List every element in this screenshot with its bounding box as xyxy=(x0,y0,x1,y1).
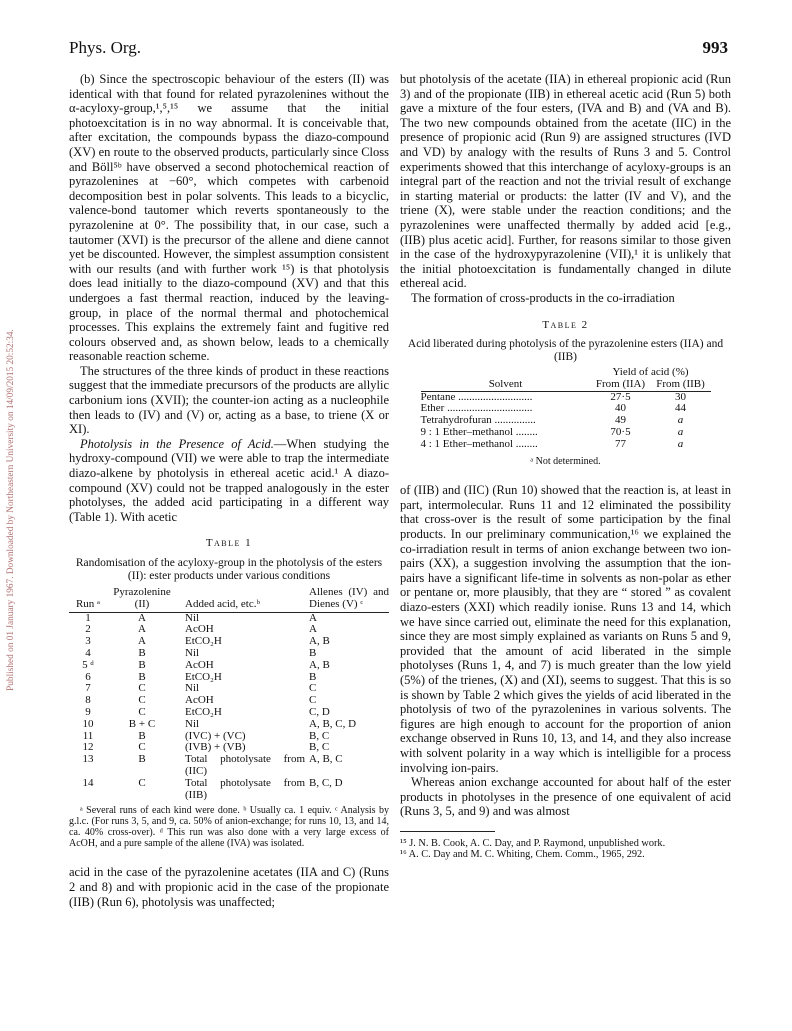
right-column xyxy=(400,72,731,861)
table-cell: EtCO₂H xyxy=(185,670,222,683)
table-cell: A xyxy=(309,611,317,624)
table-1-body xyxy=(69,612,389,801)
table-cell: C xyxy=(309,682,317,695)
paragraph: The formation of cross-products in the co-irradiation xyxy=(411,290,675,305)
table-row xyxy=(69,707,389,719)
table-1-title: Randomisation of the acyloxy-group in the photolysis of the esters (II): ester products under various conditions xyxy=(75,557,383,582)
table-cell: A, B, C, D xyxy=(309,717,357,730)
table-cell: A xyxy=(309,623,317,636)
table-header-row xyxy=(69,587,389,612)
table-cell: C xyxy=(138,741,146,754)
table-cell: Ether ............................... xyxy=(420,402,533,415)
table-2-caption: Table 2 xyxy=(542,318,589,331)
table-cell: B, C, D xyxy=(309,776,343,789)
table-cell: 4 xyxy=(85,646,91,659)
table-row xyxy=(69,672,389,684)
table-cell: AcOH xyxy=(185,694,214,707)
table-cell: B, C xyxy=(309,729,330,742)
table-cell: (IVB) + (VB) xyxy=(185,741,246,754)
table-cell: 4 : 1 Ether–methanol ........ xyxy=(420,437,538,450)
table-cell: a xyxy=(677,437,684,450)
paragraph: but photolysis of the acetate (IIA) in ethereal propionic acid (Run 3) and of the propionate (IIB) in ethereal acetic acid (Run 5) both gave a mixture of the four esters, (IVA and B) and (VA and B). The two new compounds obtained from the acetate (IIC) in the presence of propionic acid (Run 9) are assigned structures (IVD and VD) by analogy with the results of Runs 3 and 5. Control experiments showed that this interchange of acyloxy-groups is an integral part of the reaction and not the trivial result of exchange in starting material or products: the latter (IV and V), and the triene (X), were stable under the reaction conditions; and the pyrazolenines were unaffected thermally by added acid [e.g., (IIB) plus acetic acid]. Further, for reasons similar to those given in the case of the hydroxypyrazolenine (VII),¹ it is unlikely that the initial photoexcitation is fundamentally changed in dilute ethereal acid. xyxy=(400,72,731,291)
table-cell: C xyxy=(138,705,146,718)
table-cell: 49 xyxy=(615,414,626,427)
table-cell: B xyxy=(138,670,146,683)
table-cell: 3 xyxy=(85,635,91,648)
table-row xyxy=(69,624,389,636)
paragraph: Whereas anion exchange accounted for about half of the ester products in photolyses in the presence of one equivalent of acid (Runs 3, 5, and 9) and was almost xyxy=(400,775,731,819)
table-cell: A, B xyxy=(309,658,330,671)
header-cell: Added acid, etc.ᵇ xyxy=(177,587,305,612)
table-row xyxy=(69,648,389,660)
table-cell: 77 xyxy=(615,437,626,450)
table-cell: B xyxy=(309,670,317,683)
table-row xyxy=(69,660,389,672)
table-cell: 9 : 1 Ether–methanol ........ xyxy=(420,426,538,439)
table-cell: 12 xyxy=(82,741,94,754)
table-cell: a xyxy=(677,414,684,427)
table-cell: 9 xyxy=(85,705,91,718)
table-cell: B, C xyxy=(309,741,330,754)
table-cell: B xyxy=(138,646,146,659)
header-cell: Run ᵃ xyxy=(69,587,107,612)
table-2-body xyxy=(421,391,711,450)
table-row xyxy=(69,719,389,731)
download-watermark xyxy=(4,190,18,830)
table-2 xyxy=(421,367,711,451)
table-row xyxy=(69,754,389,778)
header-cell: Pyrazolenine (II) xyxy=(107,587,177,612)
paragraph: (b) Since the spectroscopic behaviour of the esters (II) was identical with that found for related pyrazolenines without the α-acyloxy-group,¹,⁵,¹⁵ we assume that the initial photoexcitation is in no way abnormal. It is conceivable that, after excitation, the compounds bypass the diazo-compound (XV) en route to the observed products, particularly since Closs and Böll⁵ᵇ have observed a second photochemical reaction of pyrazolenines at −60°, which competes with carbenoid decomposition best in polar solvents. This leads to a bicyclic, valence-bond tautomer which reverts spontaneously to the pyrazolenine at 0°. The possibility that, in our case, such a tautomer (XVI) is the precursor of the allene and diene cannot yet be discounted. However, the simplest assumption consistent with our results (and with further work ¹⁵) is that photolysis does lead initially to the diazo-compound (XV) and that this undergoes a fast thermal reaction, induced by the leaving-group, in place of the normal thermal and photochemical processes. This explains the extremely faint and fugitive red colours observed and, as shown below, leads to a chemically reasonable reaction scheme. xyxy=(69,72,389,364)
watermark-text: Published on 01 January 1967. Downloaded by Northeastern University on 14/09/2015 20:52:34. xyxy=(6,329,16,691)
left-column xyxy=(69,72,389,909)
table-cell: B + C xyxy=(128,717,156,730)
table-cell: B xyxy=(138,658,146,671)
table-cell: AcOH xyxy=(185,658,214,671)
table-cell: 7 xyxy=(85,682,91,695)
header-cell: Solvent xyxy=(421,379,591,391)
header-cell: Allenes (IV) and Dienes (V) ᶜ xyxy=(305,587,389,612)
table-cell: C xyxy=(138,682,146,695)
table-cell: 10 xyxy=(82,717,94,730)
table-cell: EtCO₂H xyxy=(185,635,222,648)
header-cell: From (IIA) xyxy=(591,379,651,391)
table-cell: Total photolysate from (IIB) xyxy=(185,776,305,801)
table-cell: (IVC) + (VC) xyxy=(185,729,246,742)
page-number: 993 xyxy=(702,38,728,57)
table-2-title: Acid liberated during photolysis of the pyrazolenine esters (IIA) and (IIB) xyxy=(407,338,724,364)
table-cell: 44 xyxy=(675,402,686,415)
table-cell: C xyxy=(309,694,317,707)
table-1 xyxy=(69,587,389,801)
footnote-rule xyxy=(400,831,495,832)
running-header-journal: Phys. Org. xyxy=(69,38,141,57)
section-heading: Photolysis in the Presence of Acid. xyxy=(80,436,274,451)
paragraph: acid in the case of the pyrazolenine acetates (IIA and C) (Runs 2 and 8) and with propionic acid in the case of the propionate (IIB) (Run 6), photolysis was unaffected; xyxy=(69,865,389,909)
table-1-caption: Table 1 xyxy=(205,537,253,550)
table-cell: 70·5 xyxy=(610,426,631,439)
table-cell: 11 xyxy=(82,729,94,742)
table-cell: C, D xyxy=(309,705,330,718)
table-cell: 1 xyxy=(85,611,91,624)
table-cell: Total photolysate from (IIC) xyxy=(185,753,305,777)
table-cell: Nil xyxy=(185,717,200,730)
table-row xyxy=(69,695,389,707)
paragraph: The structures of the three kinds of product in these reactions suggest that the immediate precursors of the products are allylic carbonium ions (XVII); the counter-ion acting as a nucleophile then leads to (IV) and (V) or, acting as a base, to triene (X or XI). xyxy=(69,363,389,437)
header-cell: From (IIB) xyxy=(651,379,711,391)
table-cell: 27·5 xyxy=(610,390,631,403)
table-cell: 2 xyxy=(85,623,91,636)
paragraph-text: —When studying the hydroxy-compound (VII) we were able to trap the intermediate diazo-alkene by photolysis in ethereal acetic acid.¹ A diazo-compound (XV) could not be trapped analogously in the ester photolyses, the added acid participating in a different way (Table 1). With acetic xyxy=(69,436,389,524)
footnote-15: ¹⁵ J. N. B. Cook, A. C. Day, and P. Raymond, unpublished work. xyxy=(400,837,666,849)
table-cell: B xyxy=(138,753,146,766)
table-cell: 13 xyxy=(82,753,94,766)
table-cell: B xyxy=(309,646,317,659)
table-cell: A, B xyxy=(309,635,330,648)
table-cell: Nil xyxy=(185,646,200,659)
paragraph xyxy=(69,437,389,525)
table-cell: AcOH xyxy=(185,623,214,636)
table-cell: C xyxy=(138,776,146,789)
table-cell: A xyxy=(138,635,146,648)
table-cell: EtCO₂H xyxy=(185,705,222,718)
table-cell: 14 xyxy=(82,776,94,789)
table-cell: A xyxy=(138,623,146,636)
table-row xyxy=(421,439,711,451)
table-row xyxy=(69,612,389,624)
table-row xyxy=(69,636,389,648)
table-cell: C xyxy=(138,694,146,707)
table-cell: 6 xyxy=(85,670,91,683)
table-1-notes: ᵃ Several runs of each kind were done. ᵇ Usually ca. 1 equiv. ᶜ Analysis by g.l.c. (For runs 3, 5, and 9, ca. 50% of anion-exchange; for runs 10, 13, and 14, ca. 40% cross-over). ᵈ This run was also done with a very large excess of AcOH, and a pure sample of the allene (IVA) was isolated. xyxy=(69,805,389,850)
table-cell: 40 xyxy=(615,402,626,415)
table-header-row xyxy=(421,379,711,391)
group-header-cell: Yield of acid (%) xyxy=(612,366,689,379)
table-cell: A xyxy=(138,611,146,624)
table-cell: 5 ᵈ xyxy=(82,658,94,671)
table-cell: Pentane ........................... xyxy=(420,390,533,403)
table-cell: A, B, C xyxy=(309,753,343,766)
table-cell: Tetrahydrofuran ............... xyxy=(420,414,536,427)
paragraph: of (IIB) and (IIC) (Run 10) showed that the reaction is, at least in part, intermolecular. Runs 11 and 12 eliminated the possibility that cross-over is the result of some participation by the final products. In our preliminary communication,¹⁶ we explained the co-irradiation result in terms of anion exchange between two ion-pairs (XX), a suggestion involving the assumption that the ion-pairs have a significant life-time in solvents as non-polar as ether or pentane or, more plausibly, that they are “ stored ” as covalent diazo-esters (XXI) which readily ionise. Runs 13 and 14, which we have since carried out, eliminate the need for this explanation, since they are most simply explained as variants on Runs 5 and 9, provided that the amount of acid liberated in the simple photolyses (Runs 1, 4, and 7) is much greater than the low yield (5%) of the trienes, (X) and (XI), seems to suggest. That this is so is shown by Table 2 which gives the yields of acid liberated in the photolysis of two of the pyrazolenines in various solvents. The figures are high enough to account for the proportion of anion exchange observed in Runs 10, 13, and 14, and they also increase with solvent polarity in a way which is intelligible for a process involving ion-pairs. xyxy=(400,483,731,775)
table-cell: 8 xyxy=(85,694,91,707)
table-2-note: ᵃ Not determined. xyxy=(530,455,601,467)
table-cell: Nil xyxy=(185,611,200,624)
table-cell: Nil xyxy=(185,682,200,695)
table-cell: B xyxy=(138,729,146,742)
table-cell: a xyxy=(677,426,684,439)
table-cell: 30 xyxy=(675,390,686,403)
table-row xyxy=(69,683,389,695)
table-row xyxy=(69,778,389,802)
footnote-16: ¹⁶ A. C. Day and M. C. Whiting, Chem. Comm., 1965, 292. xyxy=(400,849,645,861)
